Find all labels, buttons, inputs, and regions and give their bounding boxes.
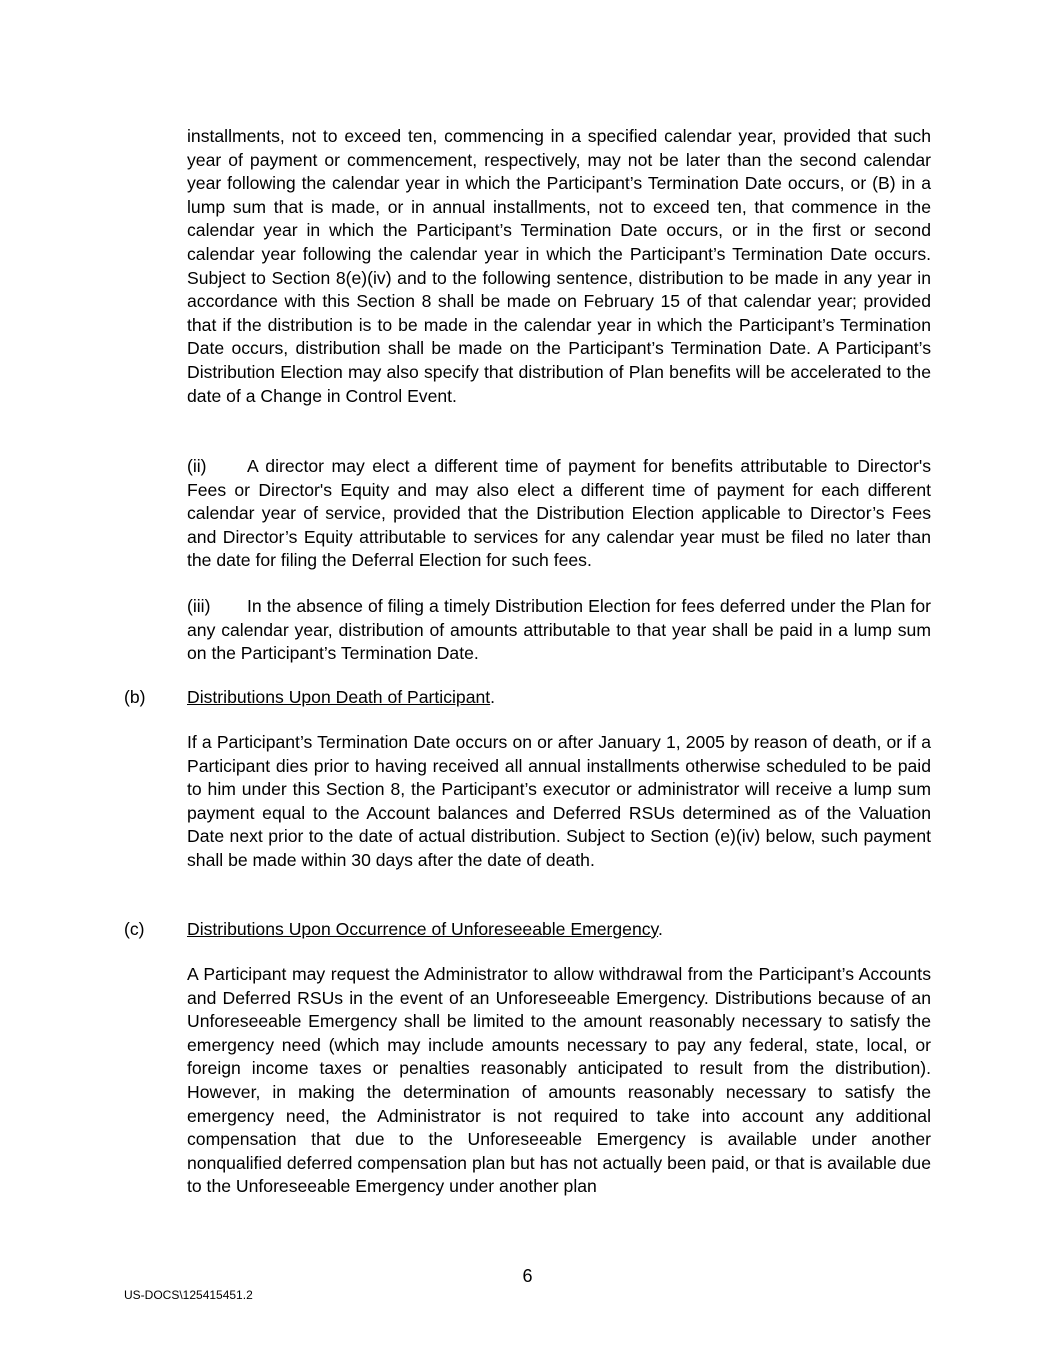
subsection-iii-text: In the absence of filing a timely Distribution Election for fees deferred under the Plan for any calendar year, distribution of amounts attributable to that year shall be paid in a lump sum on the Participant’s Termination Date. (187, 596, 931, 664)
subsection-ii (187, 455, 931, 573)
subsection-ii-number: (ii) (187, 456, 207, 476)
section-b-body (187, 731, 931, 873)
section-c-heading-text: Distributions Upon Occurrence of Unforeseeable Emergency (187, 919, 659, 939)
section-c-body (187, 963, 931, 1199)
intro-paragraph (187, 125, 931, 408)
subsection-iii (187, 595, 931, 666)
document-id: US-DOCS\125415451.2 (124, 1288, 253, 1302)
subsection-iii-number: (iii) (187, 596, 211, 616)
section-b-label: (b) (124, 687, 146, 707)
intro-paragraph-text: installments, not to exceed ten, commencing in a specified calendar year, provided that such year of payment or commencement, respectively, may not be later than the second calendar year following the calendar year in which the Participant’s Termination Date occurs, or (B) in a lump sum that is made, or in annual installments, not to exceed ten, that commence in the calendar year in which the Participant’s Termination Date occurs, or in the first or second calendar year following the calendar year in which the Participant’s Termination Date occurs. Subject to Section 8(e)(iv) and to the following sentence, distribution to be made in any year in accordance with this Section 8 shall be made on February 15 of that calendar year; provided that if the distribution is to be made in the calendar year in which the Participant’s Termination Date occurs, distribution shall be made on the Participant’s Termination Date. A Participant’s Distribution Election may also specify that distribution of Plan benefits will be accelerated to the date of a Change in Control Event. (187, 126, 931, 406)
section-b-heading-end: . (490, 687, 496, 707)
section-c-text: A Participant may request the Administrator to allow withdrawal from the Participant’s Accounts and Deferred RSUs in the event of an Unforeseeable Emergency. Distributions because of an Unforeseeable Emergency shall be limited to the amount reasonably necessary to satisfy the emergency need (which may include amounts necessary to pay any federal, state, local, or foreign income taxes or penalties reasonably anticipated to result from the distribution). However, in making the determination of amounts reasonably necessary to satisfy the emergency need, the Administrator is not required to take into account any additional compensation that due to the Unforeseeable Emergency is available under another nonqualified deferred compensation plan but has not actually been paid, or that is available due to the Unforeseeable Emergency under another plan (187, 964, 931, 1197)
section-b-heading-text: Distributions Upon Death of Participant (187, 687, 491, 707)
section-c-label: (c) (124, 919, 145, 939)
section-b-text: If a Participant’s Termination Date occurs on or after January 1, 2005 by reason of death, or if a Participant dies prior to having received all annual installments otherwise scheduled to be paid to him under this Section 8, the Participant’s executor or administrator will receive a lump sum payment equal to the Account balances and Deferred RSUs determined as of the Valuation Date next prior to the date of actual distribution. Subject to Section (e)(iv) below, such payment shall be made within 30 days after the date of death. (187, 732, 931, 870)
section-c-heading (187, 918, 663, 942)
section-b-heading (187, 686, 495, 710)
subsection-ii-text: A director may elect a different time of payment for benefits attributable to Director's Fees or Director's Equity and may also elect a different time of payment for each different calendar year of service, provided that the Distribution Election applicable to Director’s Fees and Director’s Equity attributable to services for any calendar year must be filed no later than the date for filing the Deferral Election for such fees. (187, 456, 931, 571)
page-number: 6 (522, 1266, 533, 1286)
section-c-heading-end: . (658, 919, 663, 939)
